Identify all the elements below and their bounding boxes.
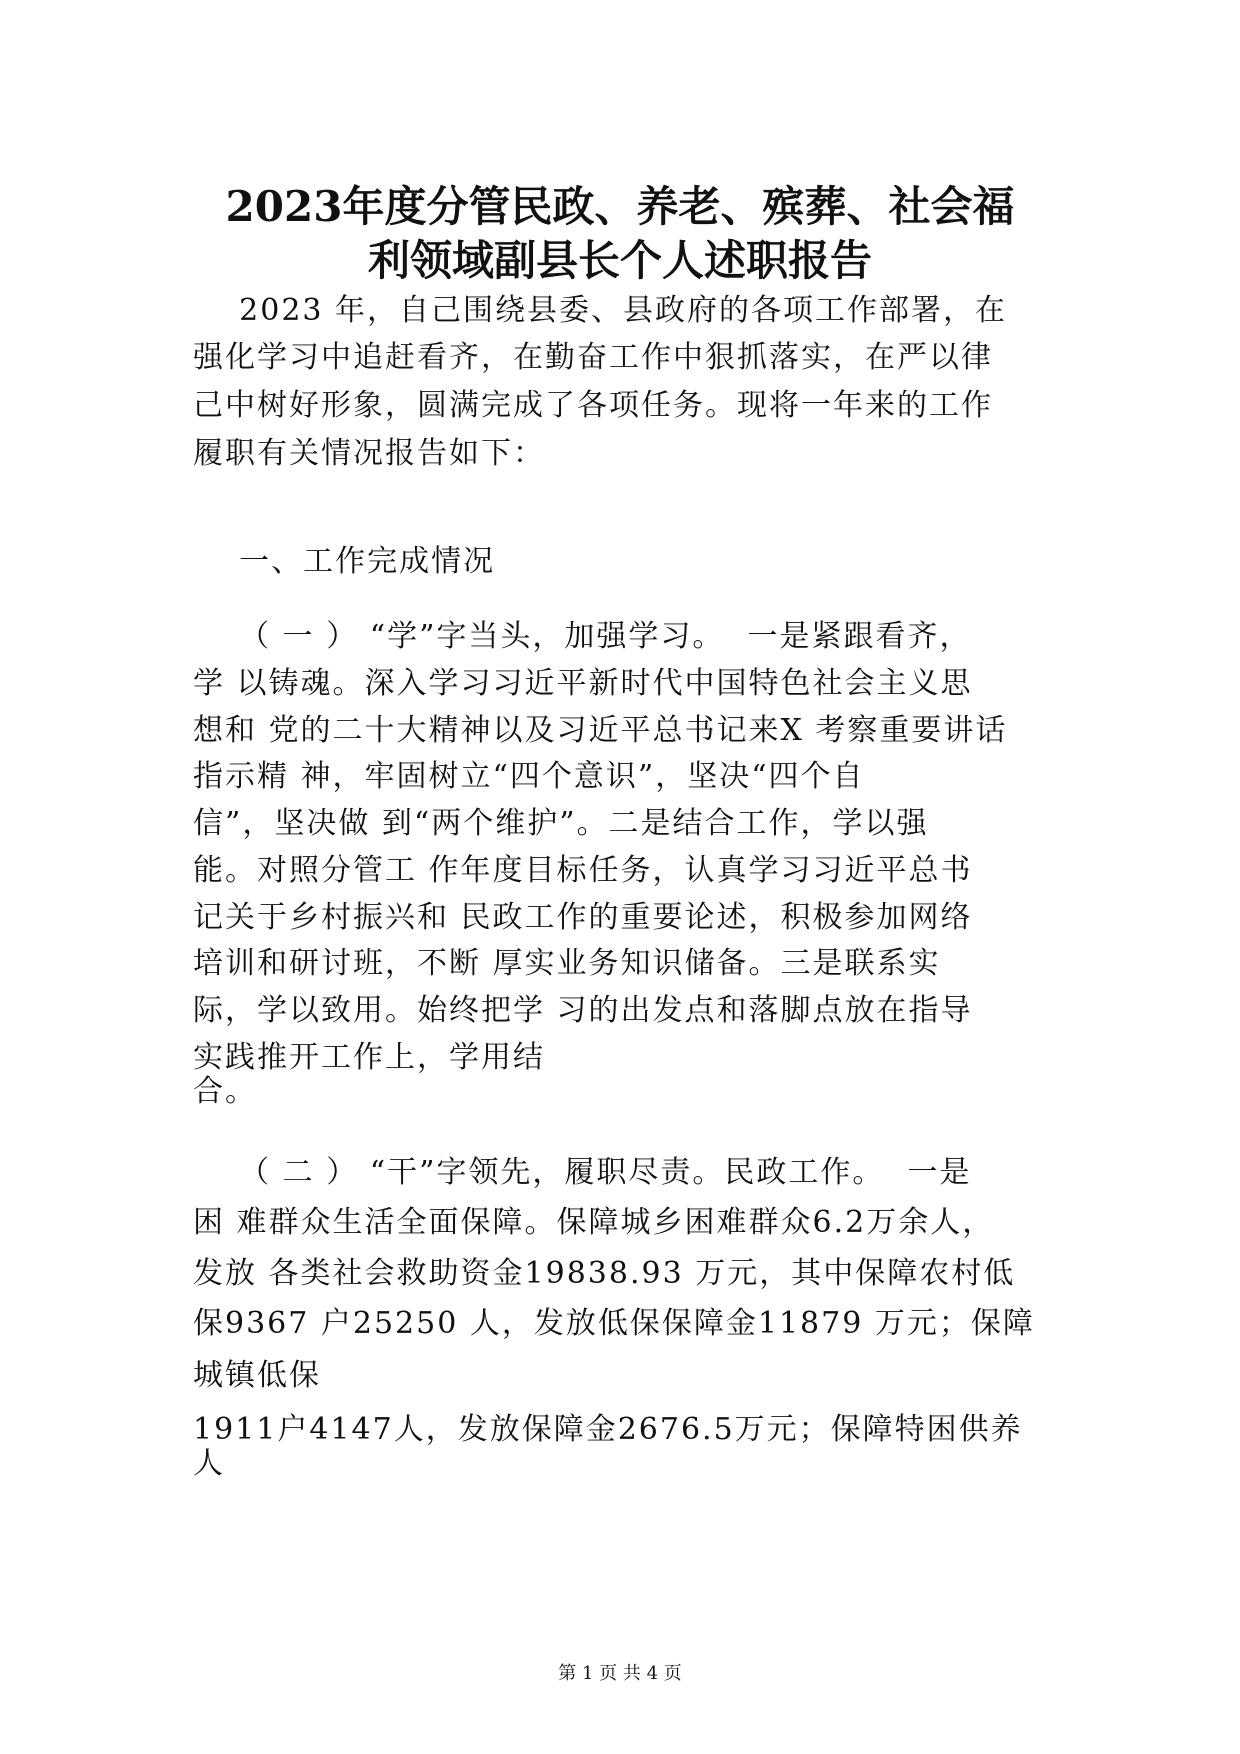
- paragraph-line: 信”，坚决做 到“两个维护”。二是结合工作，学以强: [193, 806, 929, 841]
- paragraph-line: 人: [193, 1446, 225, 1481]
- paragraph-line: 城镇低保: [193, 1358, 321, 1393]
- paragraph-line: 保9367 户25250 人，发放低保保障金11879 万元；保障: [193, 1306, 1035, 1341]
- paragraph-line: 培训和研讨班，不断 厚实业务知识储备。三是联系实: [193, 946, 941, 981]
- paragraph-line: 指示精 神，牢固树立“四个意识”，坚决“四个自: [193, 759, 865, 794]
- paragraph-line: 想和 党的二十大精神以及习近平总书记来X 考察重要讲话: [193, 713, 1008, 748]
- paragraph-line: 能。对照分管工 作年度目标任务，认真学习习近平总书: [193, 853, 973, 888]
- paragraph-line: 学 以铸魂。深入学习习近平新时代中国特色社会主义思: [193, 666, 973, 701]
- paragraph-line: 履职有关情况报告如下：: [193, 436, 545, 471]
- paragraph-line: 强化学习中追赶看齐，在勤奋工作中狠抓落实，在严以律: [193, 340, 993, 375]
- paragraph-line: 困 难群众生活全面保障。保障城乡困难群众6.2万余人，: [193, 1205, 995, 1240]
- paragraph-line: 己中树好形象，圆满完成了各项任务。现将一年来的工作: [193, 388, 993, 423]
- paragraph-line: 际，学以致用。始终把学 习的出发点和落脚点放在指导: [193, 993, 973, 1028]
- paragraph-line: 记关于乡村振兴和 民政工作的重要论述，积极参加网络: [193, 900, 973, 935]
- paragraph-line: （ 一 ） “学”字当头，加强学习。 一是紧跟看齐，: [193, 619, 972, 654]
- document-title-line-2: 利领域副县长个人述职报告: [367, 236, 872, 285]
- paragraph-line: 1911户4147人，发放保障金2676.5万元；保障特困供养: [193, 1412, 1023, 1447]
- section-heading: 一、工作完成情况: [193, 544, 496, 579]
- page-number-footer: 第 1 页 共 4 页: [558, 1663, 682, 1684]
- paragraph-line: 2023 年，自己围绕县委、县政府的各项工作部署，在: [193, 293, 1008, 328]
- paragraph-line: 实践推开工作上，学用结: [193, 1040, 545, 1075]
- paragraph-line: （ 二 ） “干”字领先，履职尽责。民政工作。 一是: [193, 1155, 972, 1190]
- document-title-line-1: 2023年度分管民政、养老、殡葬、社会福: [225, 182, 1015, 231]
- paragraph-line: 合。: [193, 1074, 257, 1109]
- paragraph-line: 发放 各类社会救助资金19838.93 万元，其中保障农村低: [193, 1256, 1016, 1291]
